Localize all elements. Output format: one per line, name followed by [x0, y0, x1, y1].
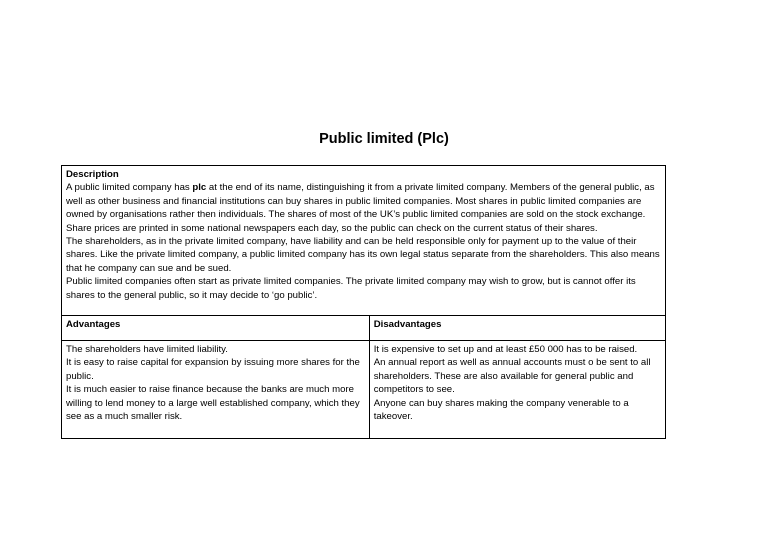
disadvantage-item: An annual report as well as annual accounts must o be sent to all shareholders. These are also available for general public and competitors to see.: [373, 357, 651, 396]
description-p1-before: A public limited company has: [66, 182, 193, 194]
content-row: [62, 341, 666, 439]
page-title: Public limited (Plc): [319, 131, 449, 147]
description-paragraph-1: [66, 181, 661, 235]
disadvantage-item: Anyone can buy shares making the company venerable to a takeover.: [373, 397, 629, 423]
info-table: [61, 165, 666, 439]
description-row: [62, 166, 666, 316]
description-paragraph-2: The shareholders, as in the private limited company, have liability and can be held responsible only for payment up to the value of their shares. Like the private limited company, a public limited company has its own legal status separate from the shareholders. This also means that he company can sue and be sued.: [66, 236, 660, 274]
disadvantages-heading: Disadvantages: [369, 316, 665, 341]
description-p1-after: at the end of its name, distinguishing it from a private limited company. Members of the general public, as well as other business and financial institutions can buy shares in public limited companies. Most shares in public limited companies are owned by organisations rather then individuals. The shares of most of the UK’s public limited companies are sold on the stock exchange. Share prices are printed in some national newspapers each day, so the public can check on the current status of their shares.: [66, 182, 655, 234]
disadvantages-cell: [369, 341, 665, 439]
advantages-heading: Advantages: [62, 316, 370, 341]
advantage-item: The shareholders have limited liability.: [66, 344, 228, 355]
advantage-item: It is much easier to raise finance because the banks are much more willing to lend money to a large well established company, which they see as a much smaller risk.: [66, 384, 360, 423]
description-paragraph-3: Public limited companies often start as private limited companies. The private limited company may wish to grow, but is cannot offer its shares to the general public, so it may decide to ‘go public’.: [66, 276, 636, 301]
advantages-cell: [62, 341, 370, 439]
plc-bold-text: plc: [192, 182, 207, 194]
description-heading: Description: [66, 169, 119, 180]
disadvantage-item: It is expensive to set up and at least £50 000 has to be raised.: [373, 344, 638, 355]
header-row: [62, 316, 666, 341]
advantage-item: It is easy to raise capital for expansion by issuing more shares for the public.: [66, 357, 360, 382]
description-cell: [62, 166, 666, 316]
